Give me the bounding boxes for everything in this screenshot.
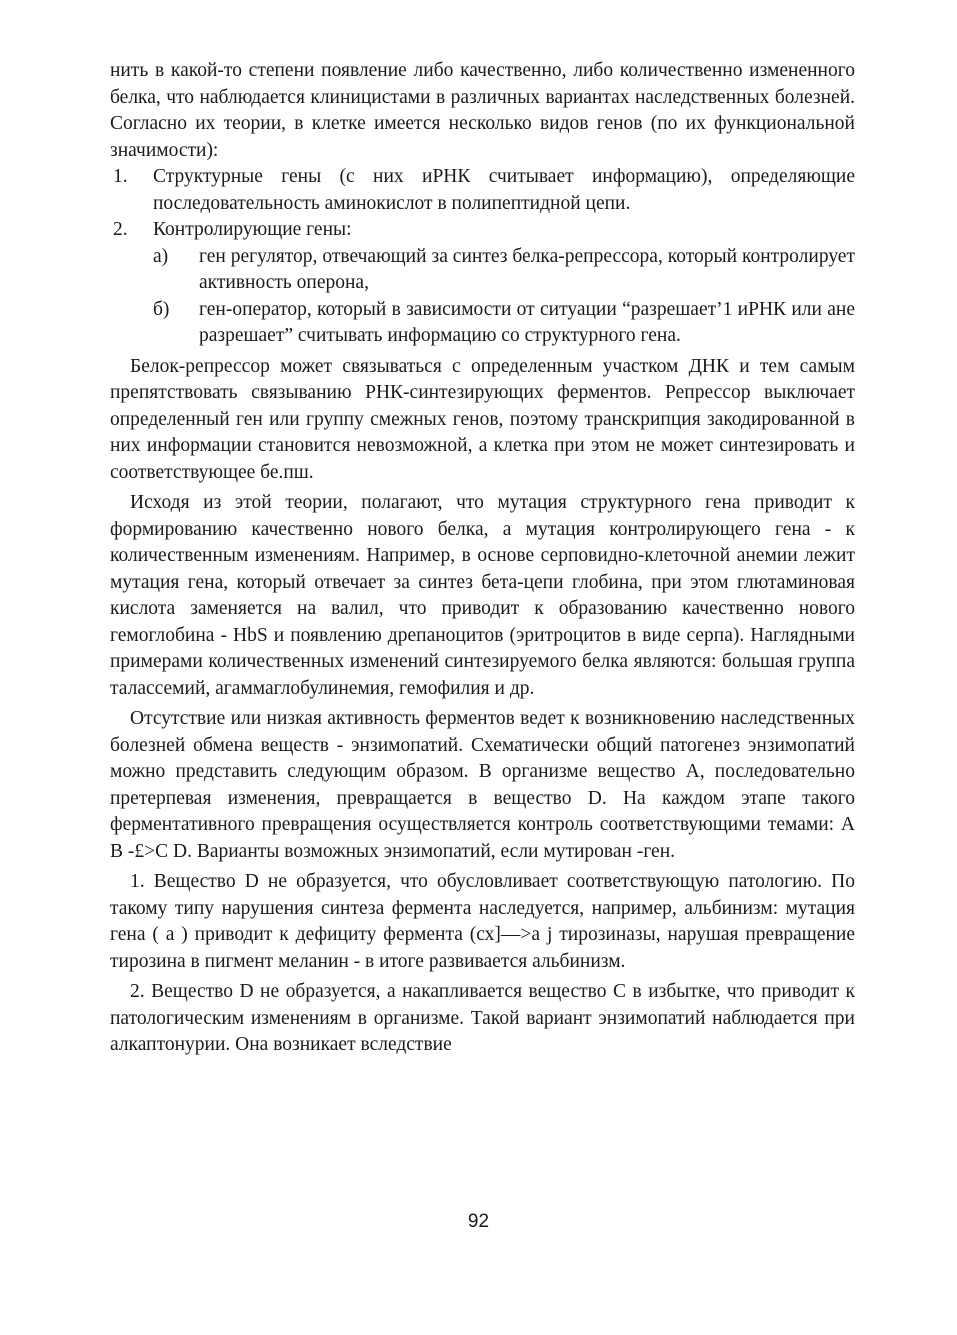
paragraph-enzymopathy: Отсутствие или низкая активность ферментов ведет к возникновению наследственных болезней обмена веществ - энзимопатий. Схематически общий патогенез энзимопатий можно представить следующим образом. В организме вещество А, последовательно претерпевая изменения, превращается в вещество D. На каждом этапе такого ферментативного превращения осуществляется контроль соответствующими темами: А В -£>С D. Варианты возможных энзимопатий, если мутирован -ген. bbox=[110, 708, 855, 862]
list-item-text: Структурные гены (с них иРНК считывает информацию), определяющие последовательность аминокислот в полипептидной цепи. bbox=[153, 166, 855, 214]
page-text bbox=[110, 58, 855, 1059]
list-item-structural-genes bbox=[110, 164, 855, 217]
paragraph-repressor: Белок-репрессор может связываться с определенным участком ДНК и тем самым препятствовать связыванию РНК-синтезирующих ферментов. Репрессор выключает определенный ген или группу смежных генов, поэтому транскрипция закодированной в них информации становится невозможной, а клетка при этом не может синтезировать и соответствующее бе.пш. bbox=[110, 355, 855, 483]
sub-item-text: ген-оператор, который в зависимости от ситуации “разрешает’1 иРНК или ане разрешает” считывать информацию со структурного гена. bbox=[199, 298, 855, 346]
list-marker: 1. bbox=[113, 166, 128, 187]
paragraph-mutation: Исходя из этой теории, полагают, что мутация структурного гена приводит к формированию качественно нового белка, а мутация контролирующего гена - к количественным изменениям. Например, в основе серповидно-клеточной анемии лежит мутация гена, который отвечает за синтез бета-цепи глобина, при этом глютаминовая кислота заменяется на валил, что приводит к образованию качественно нового гемоглобина - HbS и появлению дрепаноцитов (эритроцитов в виде серпа). Наглядными примерами количественных изменений синтезируемого белка являются: большая группа талассемий, агаммаглобулинемия, гемофилия и др. bbox=[110, 492, 855, 699]
paragraph-case-2: 2. Вещество D не образуется, а накапливается вещество С в избытке, что приводит к патологическим изменениям в организме. Такой вариант энзимопатий наблюдается при алкаптонурии. Она возникает вследствие bbox=[110, 981, 855, 1055]
paragraph-intro: нить в какой-то степени появление либо качественно, либо количественно измененного белка, что наблюдается клиницистами в различных вариантах наследственных болезней. Согласно их теории, в клетке имеется несколько видов генов (по их функциональной значимости): bbox=[110, 60, 855, 161]
list-item-text: Контролирующие гены: bbox=[153, 219, 352, 240]
page-number: 92 bbox=[467, 1211, 490, 1232]
sub-item-regulator-gene bbox=[110, 244, 855, 297]
paragraph-case-1: 1. Вещество D не образуется, что обусловливает соответствующую патологию. По такому типу нарушения синтеза фермента наследуется, например, альбинизм: мутация гена ( а ) приводит к дефициту фермента (сх]—>а j тирозиназы, нарушая превращение тирозина в пигмент меланин - в итоге развивается альбинизм. bbox=[110, 871, 855, 972]
sub-list-marker: б) bbox=[153, 298, 170, 320]
list-marker: 2. bbox=[113, 219, 128, 240]
sub-item-text: ген регулятор, отвечающий за синтез белка-репрессора, который контролирует активность оперона, bbox=[199, 245, 855, 293]
list-item-control-genes bbox=[110, 217, 855, 244]
sub-list-marker: а) bbox=[153, 245, 169, 267]
sub-item-operator-gene bbox=[110, 297, 855, 350]
